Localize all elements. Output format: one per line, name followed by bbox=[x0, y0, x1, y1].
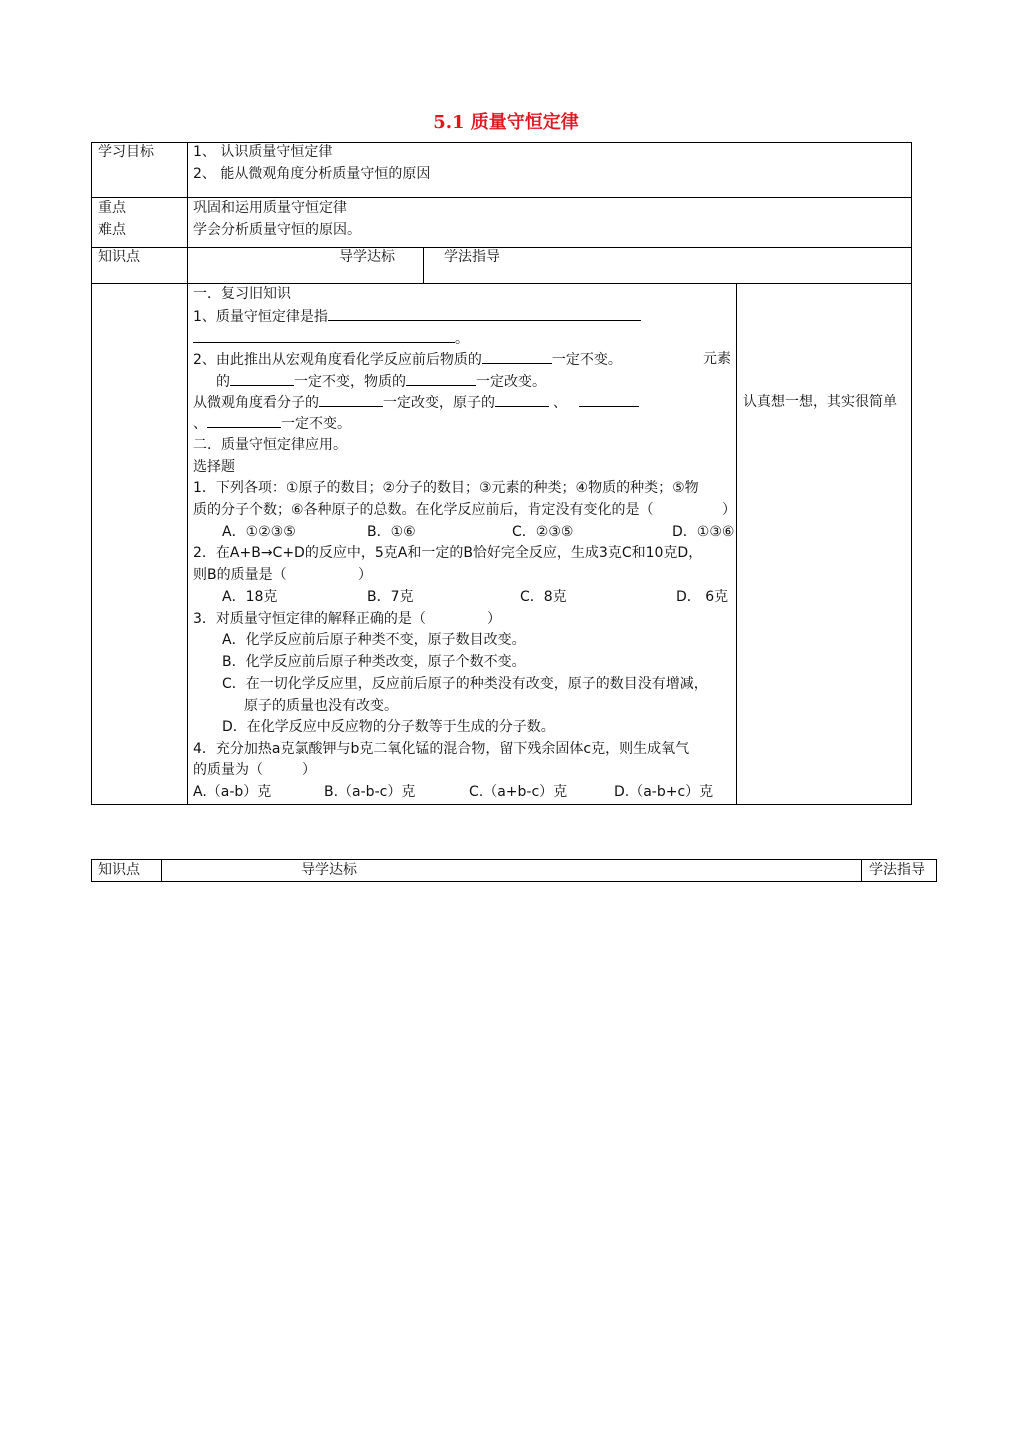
row-header-focus: 重点 bbox=[98, 200, 126, 216]
q2-text: 一定改变。 bbox=[476, 374, 546, 390]
blank-line bbox=[328, 306, 641, 321]
mcq-2-option: A．18克 bbox=[222, 589, 278, 605]
column-header-guide-2: 导学达标 bbox=[301, 862, 357, 878]
q2-text: 2、由此推出从宏观角度看化学反应前后物质的 bbox=[193, 352, 482, 368]
question-2-line2 bbox=[216, 371, 546, 392]
mcq-3-option: C．在一切化学反应里，反应前后原子的种类没有改变，原子的数目没有增减， bbox=[222, 676, 708, 692]
mcq-4-option: D.（a-b+c）克 bbox=[614, 784, 714, 800]
side-note: 认真想一想，其实很简单 bbox=[743, 394, 897, 410]
mcq-3-option: B．化学反应前后原子种类改变，原子个数不变。 bbox=[222, 654, 526, 670]
question-2 bbox=[193, 349, 622, 370]
goal-line: 1、 认识质量守恒定律 bbox=[193, 144, 333, 160]
mcq-2-stem: 2．在A+B→C+D的反应中，5克A和一定的B恰好完全反应，生成3克C和10克D， bbox=[193, 545, 703, 561]
col-divider bbox=[161, 859, 162, 882]
q2-text: 从微观角度看分子的 bbox=[193, 395, 319, 411]
mcq-4-option: A.（a-b）克 bbox=[193, 784, 272, 800]
mcq-1-option: C．②③⑤ bbox=[512, 524, 574, 540]
q2-text: 、 bbox=[193, 416, 207, 432]
page-title: 5.1 质量守恒定律 bbox=[433, 112, 579, 133]
mcq-4-stem: 4．充分加热a克氯酸钾与b克二氧化锰的混合物，留下残余固体c克，则生成氧气 bbox=[193, 741, 690, 757]
col-divider bbox=[861, 859, 862, 882]
mcq-1-option: D．①③⑥ bbox=[672, 524, 735, 540]
knowledge-table bbox=[91, 859, 937, 882]
mcq-2-close: ） bbox=[358, 567, 372, 583]
col-divider bbox=[736, 283, 737, 805]
blank-line bbox=[230, 371, 294, 386]
q2-text: 、 bbox=[553, 395, 567, 411]
mcq-2-option: D． 6克 bbox=[676, 589, 729, 605]
mcq-1-stem: 1．下列各项：①原子的数目；②分子的数目；③元素的种类；④物质的种类；⑤物 bbox=[193, 480, 699, 496]
mcq-1-option: A．①②③⑤ bbox=[222, 524, 296, 540]
mcq-4-option: C.（a+b-c）克 bbox=[469, 784, 568, 800]
q2-text: 一定不变。 bbox=[281, 416, 351, 432]
mcq-1-option: B．①⑥ bbox=[367, 524, 416, 540]
mcq-3-option: A．化学反应前后原子种类不变，原子数目改变。 bbox=[222, 632, 526, 648]
question-1-cont bbox=[193, 328, 469, 349]
column-header-guide: 导学达标 bbox=[339, 249, 395, 265]
mcq-4-stem: 的质量为（ bbox=[193, 762, 263, 778]
blank-line bbox=[579, 392, 639, 407]
mcq-3-option-cont: 原子的质量也没有改变。 bbox=[244, 698, 398, 714]
row-header-goals: 学习目标 bbox=[98, 144, 154, 160]
mcq-2-stem: 则B的质量是（ bbox=[193, 567, 287, 583]
mcq-4-close: ） bbox=[302, 762, 316, 778]
section-choice: 选择题 bbox=[193, 459, 235, 475]
blank-line bbox=[207, 413, 281, 428]
question-2-line3 bbox=[193, 392, 639, 413]
q2-text: 的 bbox=[216, 374, 230, 390]
mcq-1-option-clip bbox=[672, 522, 736, 542]
goal-line: 2、 能从微观角度分析质量守恒的原因 bbox=[193, 166, 431, 182]
q1-text: 1、质量守恒定律是指 bbox=[193, 309, 328, 325]
col-divider bbox=[187, 142, 188, 805]
blank-line bbox=[193, 328, 455, 343]
difficulty-line: 学会分析质量守恒的原因。 bbox=[193, 222, 361, 238]
q2-text: 一定不变，物质的 bbox=[294, 374, 406, 390]
q2-element: 元素 bbox=[703, 351, 731, 367]
q2-text: 一定改变，原子的 bbox=[383, 395, 495, 411]
column-header-method-2: 学法指导 bbox=[869, 862, 925, 878]
row-header-knowledge: 知识点 bbox=[98, 249, 140, 265]
mcq-4-option: B.（a-b-c）克 bbox=[324, 784, 416, 800]
row-header-difficulty: 难点 bbox=[98, 222, 126, 238]
section-application: 二．质量守恒定律应用。 bbox=[193, 437, 347, 453]
mcq-3-option: D．在化学反应中反应物的分子数等于生成的分子数。 bbox=[222, 719, 555, 735]
q2-text: 一定不变。 bbox=[551, 352, 622, 368]
question-2-line4 bbox=[193, 413, 351, 434]
section-review: 一．复习旧知识 bbox=[193, 286, 291, 302]
blank-line bbox=[406, 371, 476, 386]
focus-line: 巩固和运用质量守恒定律 bbox=[193, 200, 347, 216]
blank-line bbox=[482, 349, 552, 364]
row-divider bbox=[91, 247, 912, 248]
row-header-knowledge-2: 知识点 bbox=[98, 862, 140, 878]
mcq-2-option: C．8克 bbox=[520, 589, 567, 605]
mcq-3-stem: 3．对质量守恒定律的解释正确的是（ bbox=[193, 611, 426, 627]
q1-end: 。 bbox=[455, 331, 469, 347]
column-header-method: 学法指导 bbox=[444, 249, 500, 265]
mcq-1-stem: 质的分子个数；⑥各种原子的总数。在化学反应前后，肯定没有变化的是（ bbox=[193, 502, 654, 518]
blank-line bbox=[319, 392, 383, 407]
col-divider bbox=[423, 247, 424, 283]
blank-line bbox=[495, 392, 549, 407]
question-1 bbox=[193, 306, 641, 327]
mcq-1-close: ） bbox=[722, 502, 736, 518]
mcq-3-close: ） bbox=[487, 611, 501, 627]
mcq-2-option: B．7克 bbox=[367, 589, 414, 605]
